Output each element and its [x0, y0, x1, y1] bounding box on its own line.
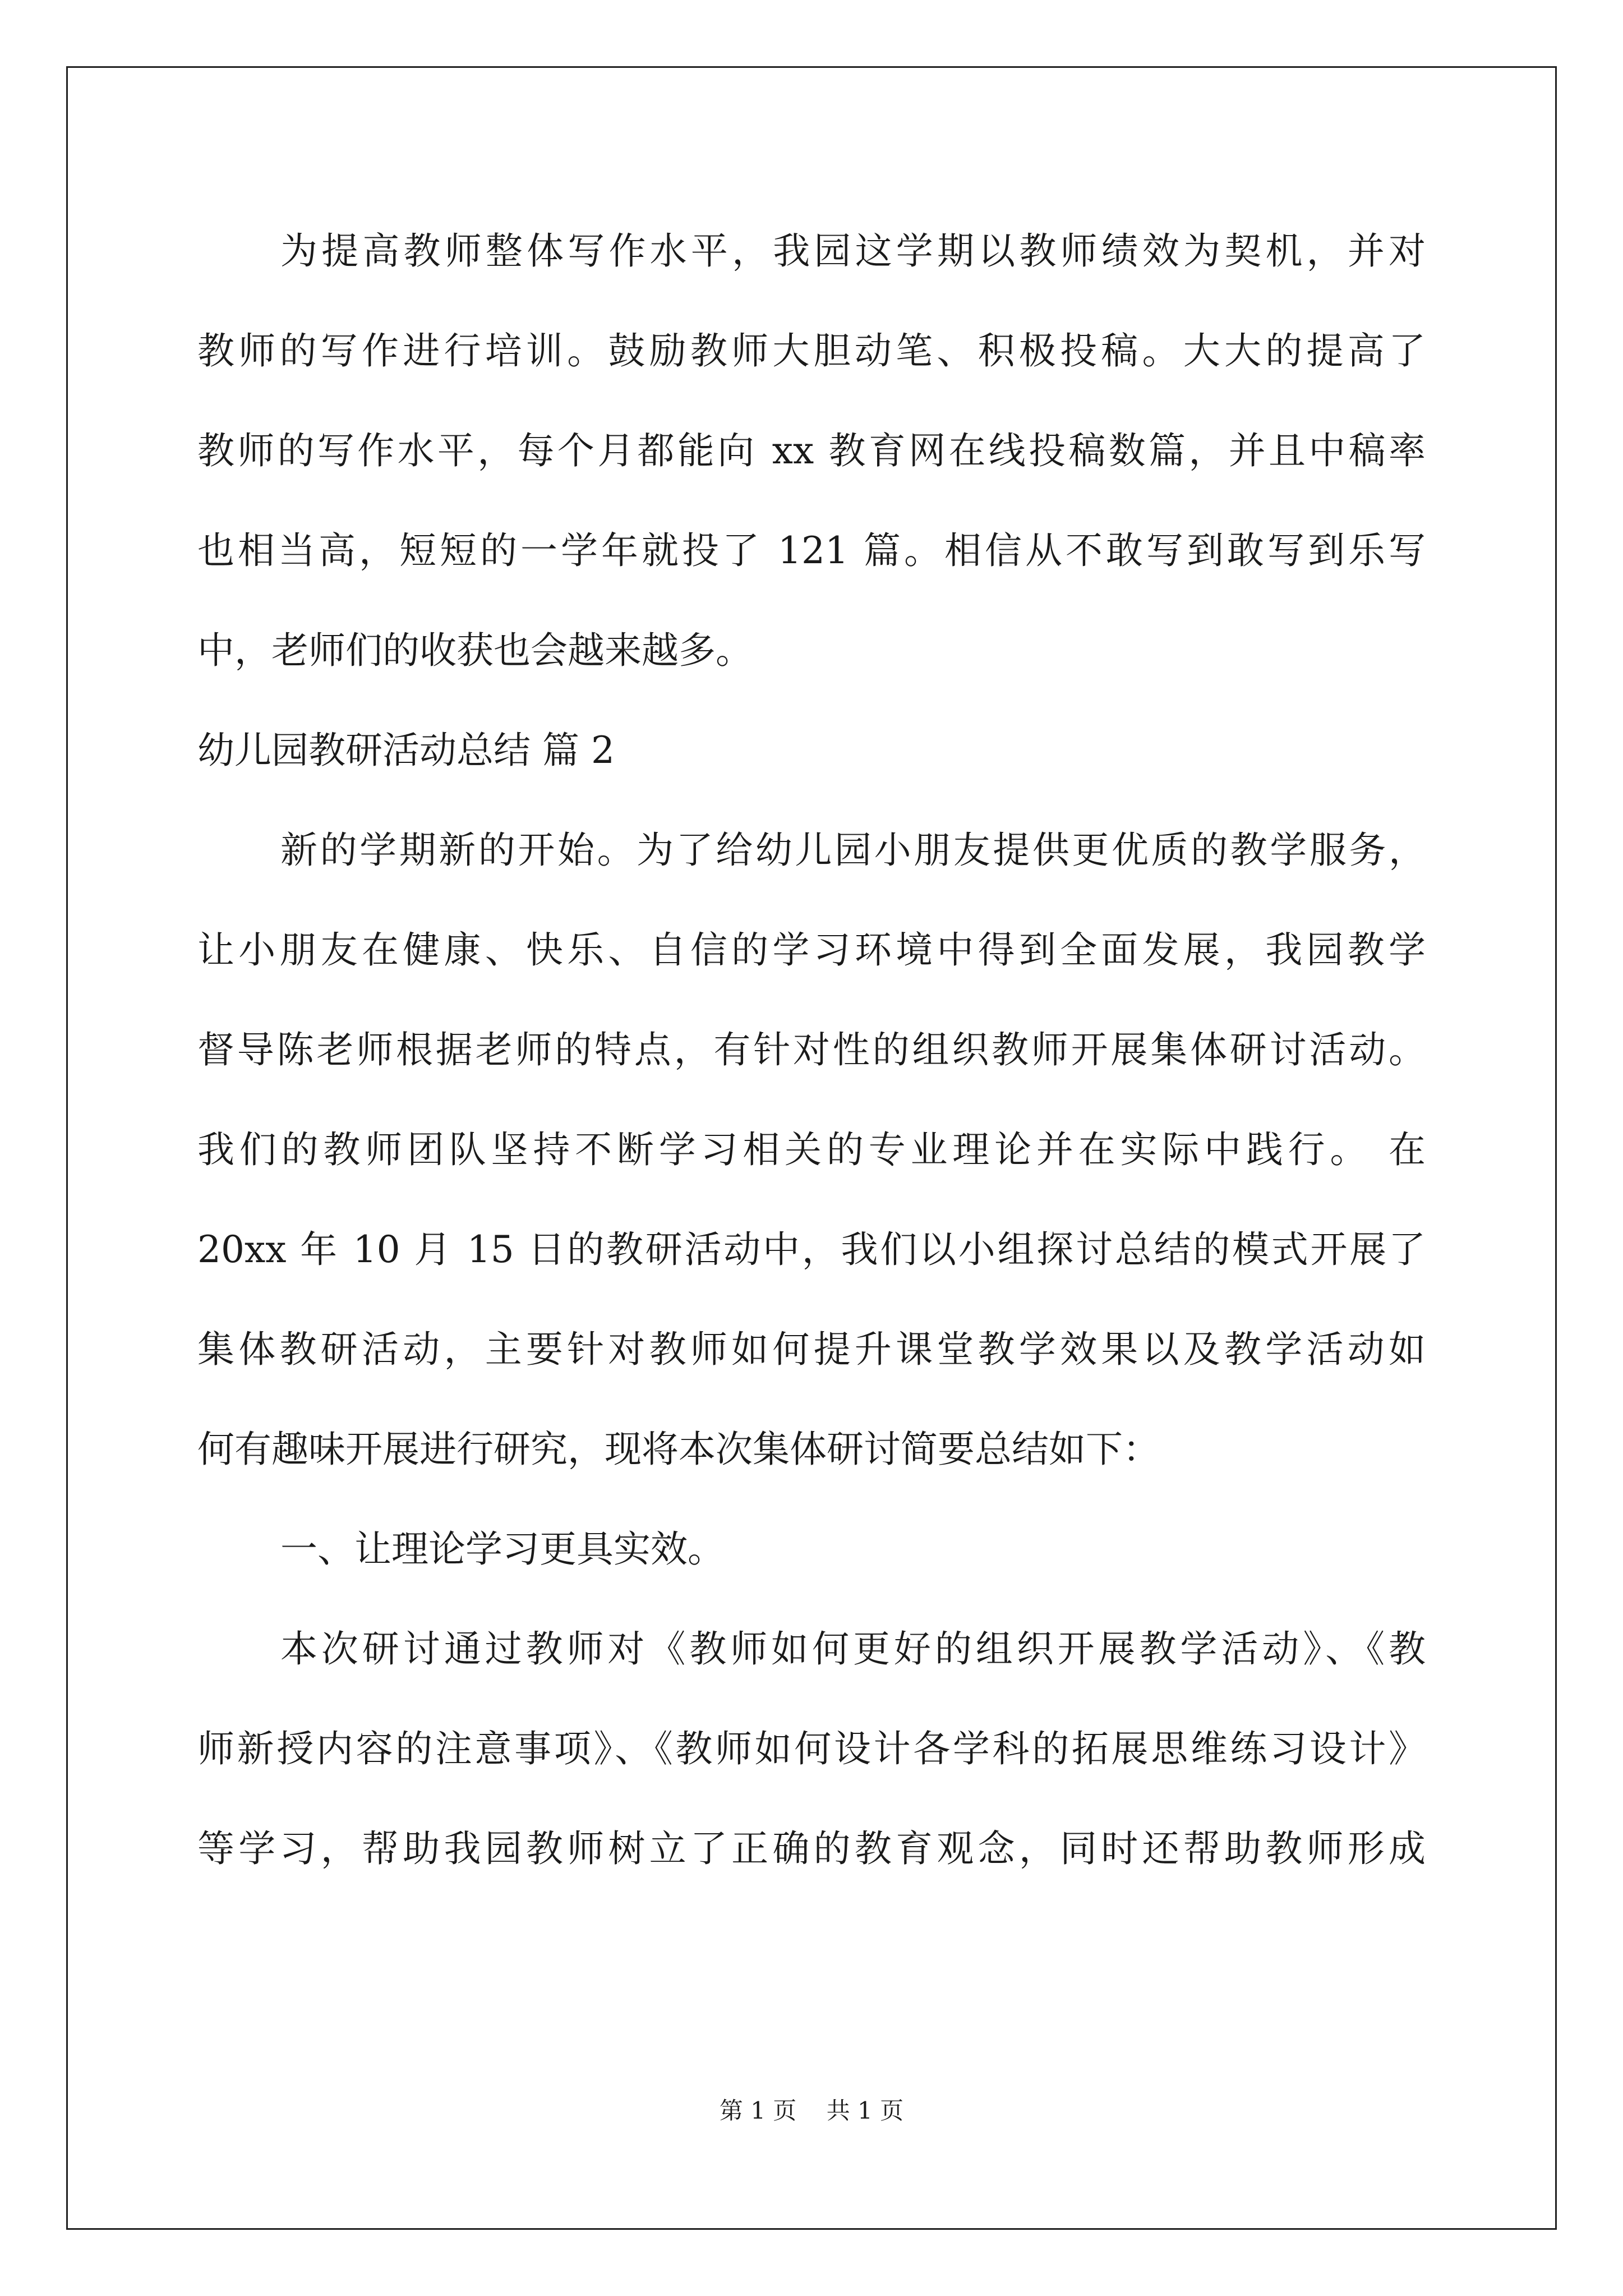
paragraph-line: 中，老师们的收获也会越来越多。	[197, 629, 753, 672]
paragraph-line: 等学习，帮助我园教师树立了正确的教育观念，同时还帮助教师形成	[197, 1827, 1426, 1870]
page-footer: 第 1 页 共 1 页	[719, 2097, 904, 2124]
paragraph-line: 本次研讨通过教师对《教师如何更好的组织开展教学活动》、《教	[280, 1627, 1426, 1671]
paragraph-line: 何有趣味开展进行研究，现将本次集体研讨简要总结如下：	[197, 1428, 1160, 1471]
paragraph-line: 我们的教师团队坚持不断学习相关的专业理论并在实际中践行。 在	[197, 1128, 1426, 1171]
paragraph-line: 新的学期新的开始。为了给幼儿园小朋友提供更优质的教学服务，	[280, 829, 1426, 872]
paragraph-line: 为提高教师整体写作水平，我园这学期以教师绩效为契机，并对	[280, 229, 1426, 273]
paragraph-line: 20xx 年 10 月 15 日的教研活动中，我们以小组探讨总结的模式开展了	[197, 1228, 1426, 1271]
paragraph-line: 教师的写作进行培训。鼓励教师大胆动笔、积极投稿。大大的提高了	[197, 329, 1426, 372]
section-heading: 幼儿园教研活动总结 篇 2	[197, 729, 615, 772]
paragraph-line: 教师的写作水平，每个月都能向 xx 教育网在线投稿数篇，并且中稿率	[197, 429, 1426, 472]
paragraph-line: 让小朋友在健康、快乐、自信的学习环境中得到全面发展，我园教学	[197, 928, 1426, 972]
paragraph-line: 师新授内容的注意事项》、《教师如何设计各学科的拓展思维练习设计》	[197, 1727, 1426, 1770]
subheading-line: 一、让理论学习更具实效。	[280, 1527, 725, 1571]
paragraph-line: 集体教研活动，主要针对教师如何提升课堂教学效果以及教学活动如	[197, 1328, 1426, 1371]
paragraph-line: 督导陈老师根据老师的特点，有针对性的组织教师开展集体研讨活动。	[197, 1028, 1426, 1071]
paragraph-line: 也相当高，短短的一学年就投了 121 篇。相信从不敢写到敢写到乐写	[197, 529, 1426, 572]
